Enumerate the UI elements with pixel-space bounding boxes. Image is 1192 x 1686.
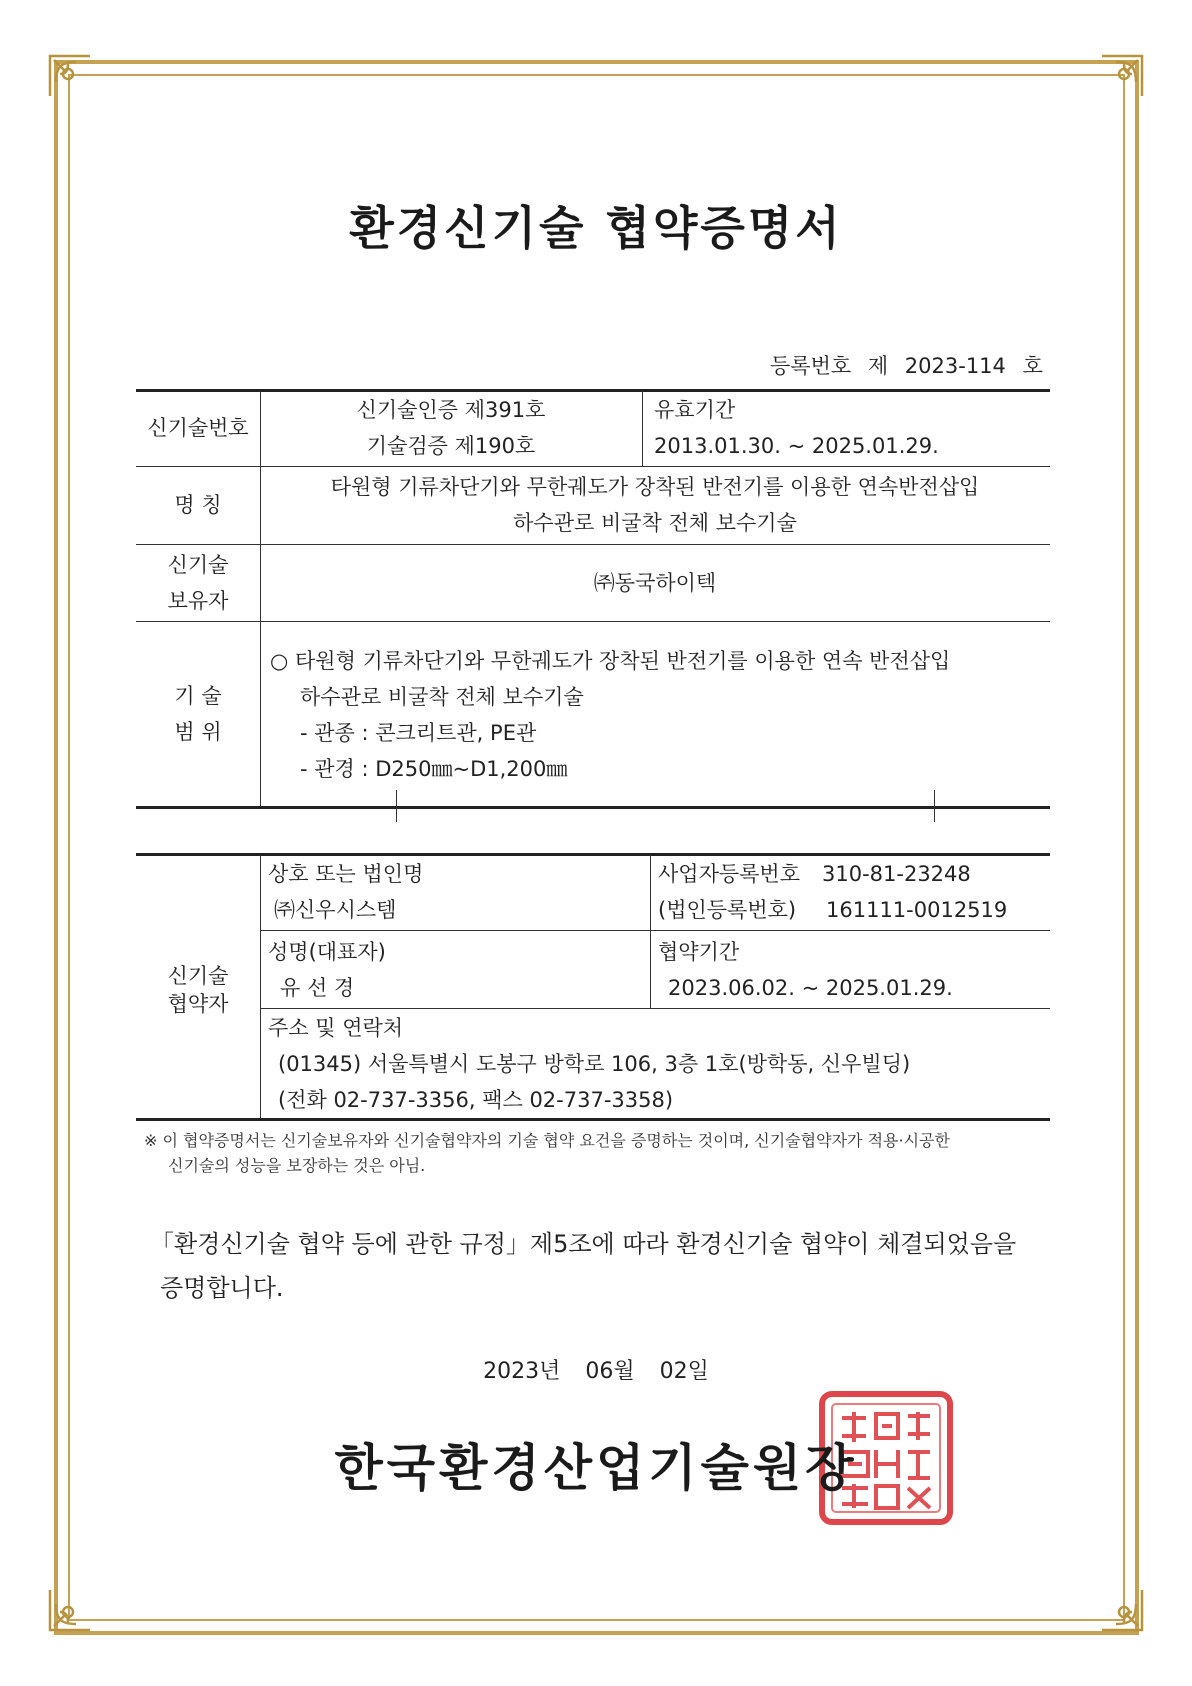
corner-ornament-icon	[1098, 52, 1146, 100]
declaration-line2: 증명합니다.	[160, 1274, 284, 1302]
table-border-bottom	[136, 806, 1050, 809]
issuer-name: 한국환경산업기술원장	[334, 1439, 858, 1497]
corpno-label: (법인등록번호)	[658, 898, 797, 922]
table-tick-mark	[934, 790, 935, 822]
bizno-value: 310-81-23248	[822, 862, 971, 886]
registration-label: 등록번호	[770, 354, 852, 378]
holder-label-line2: 보유자	[167, 589, 229, 613]
period-label: 협약기간	[658, 940, 740, 964]
holder-label-line1: 신기술	[167, 553, 229, 577]
table-col-divider	[642, 391, 643, 466]
period-value: 2023.06.02. ~ 2025.01.29.	[668, 976, 953, 1000]
representative-label: 성명(대표자)	[268, 940, 386, 964]
address-label: 주소 및 연락처	[268, 1016, 404, 1040]
tech-name-line1: 타원형 기류차단기와 무한궤도가 장착된 반전기를 이용한 연속반전삽입	[330, 475, 980, 499]
table2-row-divider	[260, 930, 1050, 931]
table-row-divider	[136, 621, 1050, 622]
registration-number	[770, 350, 1043, 380]
corner-ornament-icon	[1098, 1586, 1146, 1634]
table-row-divider	[136, 544, 1050, 545]
table2-col-divider	[260, 855, 261, 1118]
representative-value: 유 선 경	[280, 976, 355, 1000]
note-line2: 신기술의 성능을 보장하는 것은 아님.	[168, 1156, 426, 1175]
holder-value: ㈜동국하이텍	[593, 571, 717, 595]
contractor-label-line2: 협약자	[167, 992, 229, 1016]
disclaimer-note	[144, 1128, 1054, 1178]
note-line1: ※ 이 협약증명서는 신기술보유자와 신기술협약자의 기술 협약 요건을 증명하는 것이며, 신기술협약자가 적용·시공한	[144, 1131, 950, 1150]
bizno-label: 사업자등록번호	[658, 862, 801, 886]
table-row-divider	[136, 466, 1050, 467]
tech-name-label: 명 칭	[174, 493, 222, 517]
certificate-title: 환경신기술 협약증명서	[349, 201, 843, 255]
certificate-frame-inner	[68, 74, 1125, 1621]
issue-date: 2023년 06월 02일	[483, 1359, 709, 1384]
tech-number-line1: 신기술인증 제391호	[356, 398, 546, 422]
corpno-value: 161111-0012519	[826, 898, 1008, 922]
table2-col-divider	[650, 855, 651, 1008]
validity-label: 유효기간	[654, 398, 736, 422]
scope-line4: - 관경 : D250㎜~D1,200㎜	[300, 757, 568, 781]
validity-value: 2013.01.30. ~ 2025.01.29.	[654, 434, 939, 458]
scope-line3: - 관종 : 콘크리트관, PE관	[300, 721, 537, 745]
declaration	[150, 1222, 1050, 1310]
contact-value: (전화 02-737-3356, 팩스 02-737-3358)	[278, 1088, 674, 1112]
company-value: ㈜신우시스템	[274, 898, 397, 922]
tech-number-line2: 기술검증 제190호	[366, 434, 536, 458]
corner-ornament-icon	[46, 1586, 94, 1634]
tech-name-line2: 하수관로 비굴착 전체 보수기술	[513, 511, 797, 535]
address-value: (01345) 서울특별시 도봉구 방학로 106, 3층 1호(방학동, 신우빌딩)	[278, 1052, 911, 1076]
contractor-label-line1: 신기술	[167, 964, 229, 988]
tech-number-label: 신기술번호	[147, 416, 249, 440]
scope-label-line2: 범 위	[174, 720, 222, 744]
company-label: 상호 또는 법인명	[268, 862, 424, 886]
scope-line2: 하수관로 비굴착 전체 보수기술	[300, 685, 584, 709]
scope-label-line1: 기 술	[174, 684, 222, 708]
declaration-line1: 「환경신기술 협약 등에 관한 규정」제5조에 따라 환경신기술 협약이 체결되었음을	[150, 1230, 1017, 1258]
table2-row-divider	[260, 1008, 1050, 1009]
table2-border-bottom	[136, 1118, 1050, 1121]
table-tick-mark	[396, 790, 397, 822]
corner-ornament-icon	[46, 52, 94, 100]
registration-value: 제 2023-114 호	[867, 354, 1043, 378]
scope-line1: ○ 타원형 기류차단기와 무한궤도가 장착된 반전기를 이용한 연속 반전삽입	[270, 649, 951, 673]
